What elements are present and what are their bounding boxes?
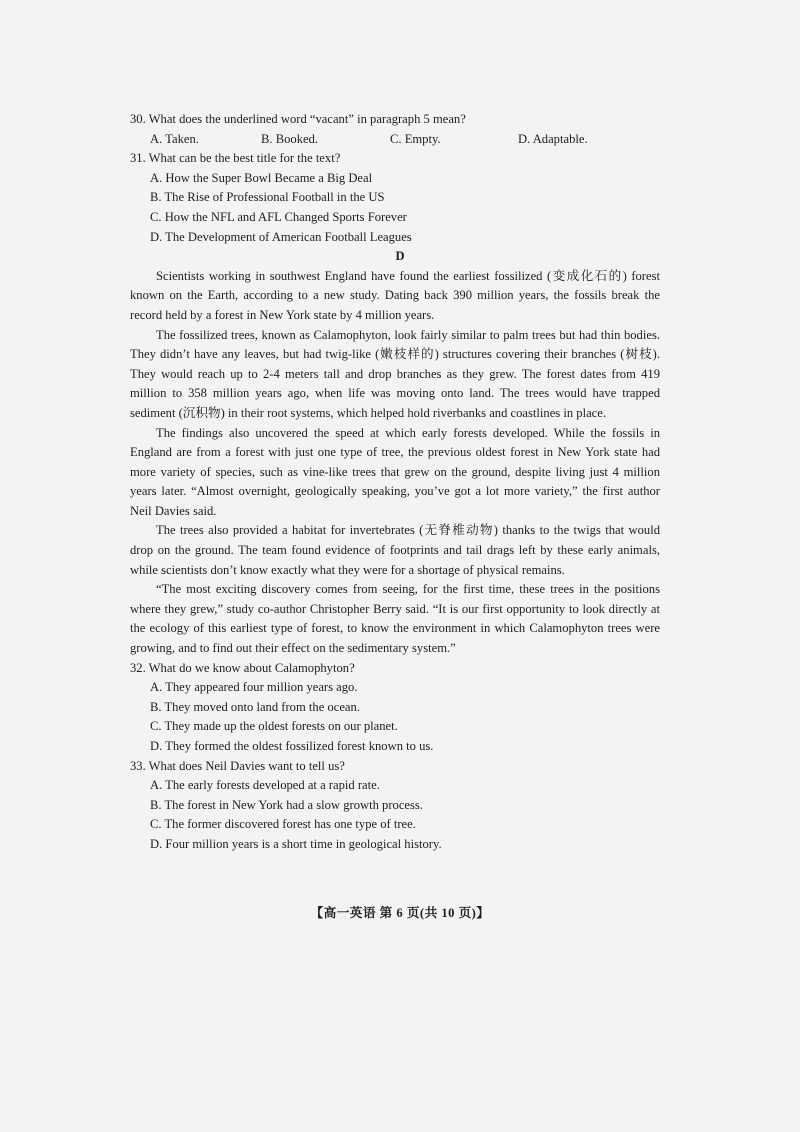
question-30: 30. What does the underlined word “vacant” in paragraph 5 mean?: [130, 112, 466, 126]
option-a: A. How the Super Bowl Became a Big Deal: [150, 170, 373, 185]
option-c: C. They made up the oldest forests on our planet.: [150, 719, 398, 734]
question-30-options: [130, 130, 660, 150]
option-d: D. They formed the oldest fossilized forest known to us.: [150, 739, 434, 753]
option-a: A. The early forests developed at a rapid rate.: [150, 778, 380, 793]
option-c: C. Empty.: [390, 131, 441, 146]
option-d: D. Four million years is a short time in geological history.: [150, 836, 442, 851]
option-c: C. How the NFL and AFL Changed Sports Forever: [150, 209, 407, 224]
option-b: B. The Rise of Professional Football in the US: [150, 190, 385, 205]
option-b: B. Booked.: [261, 131, 319, 146]
option-a: A. They appeared four million years ago.: [150, 680, 358, 695]
paragraph-5: “The most exciting discovery comes from seeing, for the first time, these trees in the positions where they grew,” study co-author Christopher Berry said. “It is our first opportunity to look directly at the ecology of this earliest type of forest, to know the environment in which Calamophyton trees were growing, and to find out their effect on the sedimentary system.”: [130, 582, 660, 656]
paragraph-1: Scientists working in southwest England have found the earliest fossilized (变成化石的) forest known on the Earth, according to a new study. Dating back 390 million years, the fossils break the record held by a forest in New York state by 4 million years.: [130, 268, 660, 322]
page-footer: 【高一英语 第 6 页(共 10 页)】: [310, 906, 490, 920]
option-c: C. The former discovered forest has one type of tree.: [150, 817, 416, 832]
option-b: B. The forest in New York had a slow growth process.: [150, 797, 423, 812]
question-33: 33. What does Neil Davies want to tell us?: [130, 758, 345, 773]
section-heading: D: [395, 249, 405, 264]
option-d: D. Adaptable.: [518, 131, 588, 146]
question-31: 31. What can be the best title for the text?: [130, 151, 341, 166]
paragraph-2: The fossilized trees, known as Calamophyton, look fairly similar to palm trees but had thin bodies. They didn’t have any leaves, but had twig-like (嫩枝样的) structures covering their branches (树枝). They would reach up to 2-4 meters tall and drop branches as they grew. The forest dates from 419 million to 358 million years ago, when life was moving onto land. The trees would have trapped sediment (沉积物) in their root systems, which helped hold riverbanks and coastlines in place.: [130, 327, 660, 420]
page-content: [130, 110, 660, 855]
option-d: D. The Development of American Football Leagues: [150, 229, 412, 244]
option-b: B. They moved onto land from the ocean.: [150, 699, 360, 714]
paragraph-4: The trees also provided a habitat for invertebrates (无脊椎动物) thanks to the twigs that would drop on the ground. The team found evidence of footprints and tail drags left by these early animals, while scientists don’t know exactly what they were for a shortage of physical remains.: [130, 523, 660, 577]
question-32: 32. What do we know about Calamophyton?: [130, 660, 355, 675]
paragraph-3: The findings also uncovered the speed at which early forests developed. While the fossils in England are from a forest with just one type of tree, the previous oldest forest in New York state had more variety of species, such as vine-like trees that grew on the ground, despite living just 4 million years later. “Almost overnight, geologically speaking, you’ve got a lot more variety,” the first author Neil Davies said.: [130, 425, 660, 518]
option-a: A. Taken.: [150, 131, 199, 146]
